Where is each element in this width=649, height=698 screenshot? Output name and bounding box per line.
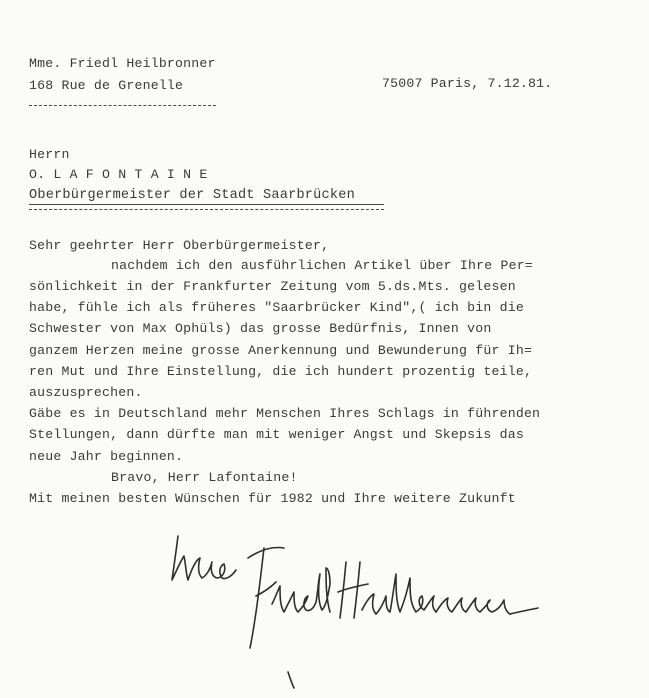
body-line-7: auszusprechen. [29,385,143,400]
sender-divider [29,105,216,106]
body-line-4: Schwester von Max Ophüls) das grosse Bedürfnis, Innen von [29,321,492,336]
sender-street: 168 Rue de Grenelle [29,78,184,93]
place-date: 75007 Paris, 7.12.81. [382,76,553,91]
exclamation: Bravo, Herr Lafontaine! [111,470,298,485]
sender-name: Mme. Friedl Heilbronner [29,56,216,71]
body-line-10: neue Jahr beginnen. [29,449,184,464]
body-line-8: Gäbe es in Deutschland mehr Menschen Ihres Schlags in führenden [29,406,541,421]
body-line-9: Stellungen, dann dürfte man mit weniger Angst und Skepsis das [29,427,524,442]
recipient-divider [29,209,384,210]
closing-line: Mit meinen besten Wünschen für 1982 und Ihre weitere Zukunft [29,491,516,506]
handwritten-signature [160,522,560,692]
greeting: Sehr geehrter Herr Oberbürgermeister, [29,238,330,253]
body-line-2: sönlichkeit in der Frankfurter Zeitung vom 5.ds.Mts. gelesen [29,279,516,294]
recipient-title-underline [29,204,384,205]
body-line-6: ren Mut und Ihre Einstellung, die ich hundert prozentig teile, [29,364,533,379]
recipient-salutation: Herrn [29,147,70,162]
body-line-5: ganzem Herzen meine grosse Anerkennung und Bewunderung für Ih= [29,343,533,358]
recipient-title: Oberbürgermeister der Stadt Saarbrücken [29,188,355,203]
body-line-1: nachdem ich den ausführlichen Artikel über Ihre Per= [111,258,533,273]
recipient-name: O. L A F O N T A I N E [29,167,208,182]
body-line-3: habe, fühle ich als früheres "Saarbrücker Kind",( ich bin die [29,300,524,315]
